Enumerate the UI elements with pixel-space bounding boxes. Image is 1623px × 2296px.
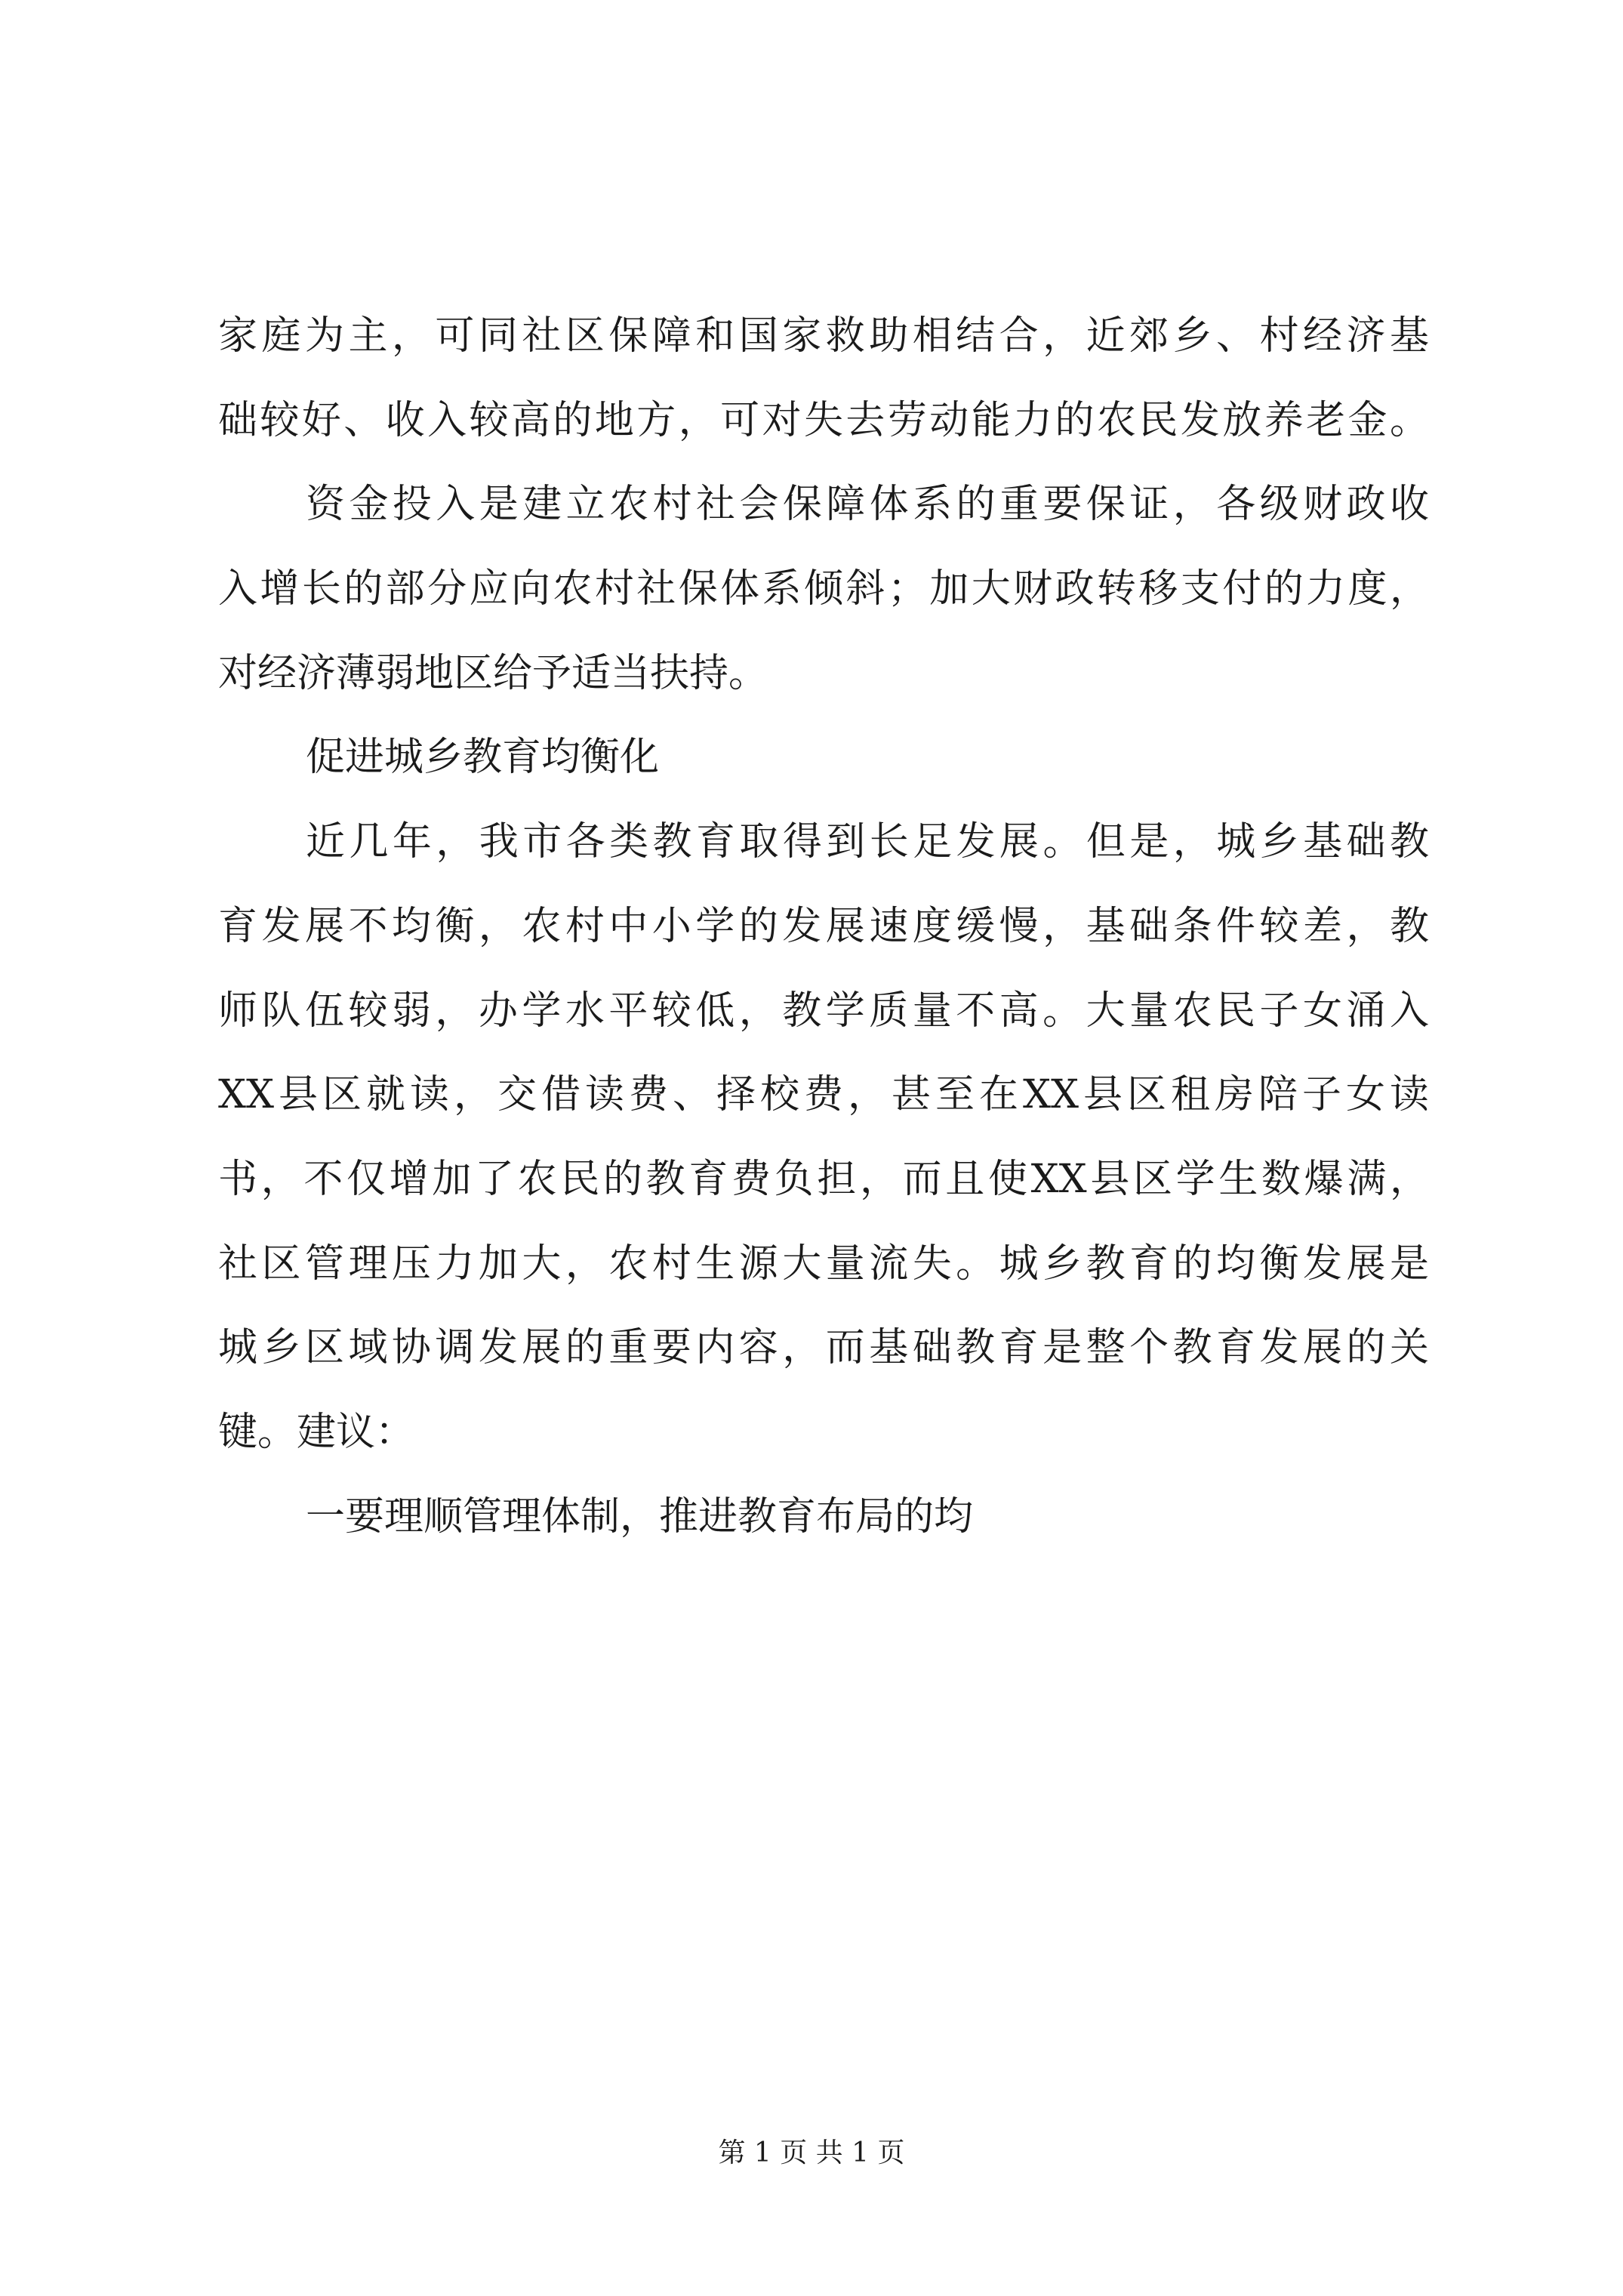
- text-line: 资金投入是建立农村社会保障体系的重要保证，各级财政收: [306, 482, 1429, 528]
- page-footer: 第 1 页 共 1 页: [718, 2137, 905, 2168]
- text-line: 书，不仅增加了农民的教育费负担，而且使XX县区学生数爆满，: [218, 1156, 1429, 1202]
- text-line: 社区管理压力加大，农村生源大量流失。城乡教育的均衡发展是: [218, 1240, 1429, 1287]
- text-line: 城乡区域协调发展的重要内容，而基础教育是整个教育发展的关: [218, 1325, 1429, 1371]
- text-line: 础较好、收入较高的地方，可对失去劳动能力的农民发放养老金。: [218, 397, 1429, 443]
- text-line: 师队伍较弱，办学水平较低，教学质量不高。大量农民子女涌入: [218, 988, 1429, 1034]
- text-line: 育发展不均衡，农村中小学的发展速度缓慢，基础条件较差，教: [218, 903, 1429, 949]
- text-line: 对经济薄弱地区给予适当扶持。: [218, 650, 768, 696]
- paragraph-continued-social-security: [218, 294, 1429, 463]
- text-line: 家庭为主，可同社区保障和国家救助相结合，近郊乡、村经济基: [218, 313, 1429, 359]
- paragraph-funding: [218, 463, 1429, 716]
- heading-line: 促进城乡教育均衡化: [306, 735, 660, 781]
- paragraph-suggestion: [218, 1475, 1429, 1560]
- text-line: XX县区就读，交借读费、择校费，甚至在XX县区租房陪子女读: [218, 1072, 1429, 1118]
- text-line: 键。建议：: [218, 1409, 415, 1455]
- text-line: 入增长的部分应向农村社保体系倾斜；加大财政转移支付的力度，: [218, 566, 1429, 612]
- text-line: 一要理顺管理体制，推进教育布局的均: [306, 1493, 974, 1539]
- document-body: [218, 294, 1429, 1559]
- section-heading: [218, 716, 1429, 800]
- paragraph-education: [218, 800, 1429, 1475]
- text-line: 近几年，我市各类教育取得到长足发展。但是，城乡基础教: [306, 819, 1429, 865]
